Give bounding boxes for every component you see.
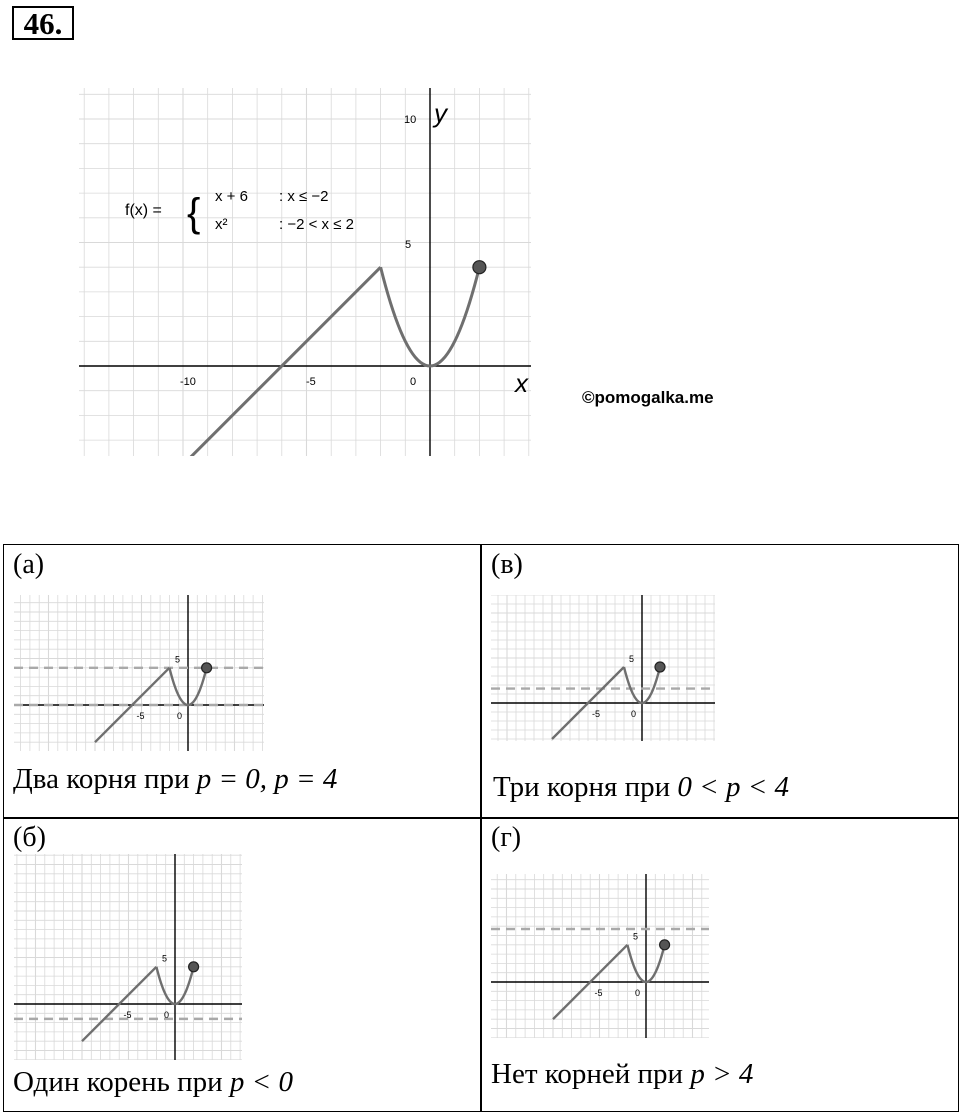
case-b-label: (б)	[13, 822, 46, 853]
watermark: ©pomogalka.me	[582, 388, 714, 407]
case-g-graph	[491, 874, 709, 1038]
tick-label-y-5: 5	[633, 931, 639, 942]
tick-label-x-neg10: -10	[180, 376, 196, 388]
case-g-caption-text: Нет корней при	[491, 1058, 691, 1090]
tick-label-x-neg5: -5	[306, 376, 316, 388]
tick-label-origin: 0	[631, 709, 637, 719]
case-a-caption	[13, 763, 337, 796]
answer-table	[3, 544, 959, 1112]
formula-row1-cond: : x ≤ −2	[279, 188, 329, 205]
tick-label-y-5: 5	[629, 654, 635, 664]
case-b-caption-text: Один корень при	[13, 1066, 230, 1098]
case-b-caption-math: p < 0	[229, 1066, 293, 1098]
case-g-caption-math: p > 4	[690, 1058, 754, 1090]
problem-number: 46.	[12, 6, 74, 40]
tick-label-origin: 0	[635, 988, 641, 998]
case-a-label: (а)	[13, 549, 45, 580]
tick-label-x-neg5: -5	[136, 711, 145, 721]
tick-label-x-neg5: -5	[592, 709, 601, 719]
tick-label-origin: 0	[177, 711, 183, 721]
endpoint-dot	[189, 962, 199, 972]
case-b-graph	[14, 854, 242, 1060]
tick-label-x-neg5: -5	[123, 1010, 132, 1020]
endpoint-dot	[202, 663, 212, 673]
formula-row2-expr: x²	[215, 216, 228, 233]
case-g-label: (г)	[491, 822, 522, 853]
formula-brace: {	[187, 191, 201, 235]
case-v-caption	[493, 771, 789, 804]
case-v-graph	[491, 595, 715, 741]
tick-label-origin: 0	[410, 376, 417, 388]
case-a-caption-math: p = 0, p = 4	[196, 763, 338, 795]
tick-label-origin: 0	[164, 1010, 170, 1020]
tick-label-y-10: 10	[404, 114, 417, 126]
tick-label-y-5: 5	[405, 239, 412, 251]
case-a-caption-text: Два корня при	[13, 763, 197, 795]
endpoint-dot	[660, 940, 670, 950]
case-v-caption-text: Три корня при	[493, 771, 678, 803]
endpoint-dot	[473, 261, 486, 274]
axis-label-x: x	[515, 368, 528, 398]
case-v-label: (в)	[491, 549, 523, 580]
formula-row1-expr: x + 6	[215, 188, 248, 205]
case-b-cell	[4, 818, 480, 1111]
case-g-cell	[481, 818, 958, 1111]
case-g-caption	[491, 1058, 753, 1091]
case-v-cell	[481, 545, 958, 817]
endpoint-dot	[655, 662, 665, 672]
formula-row2-cond: : −2 < x ≤ 2	[279, 216, 354, 233]
tick-label-x-neg5: -5	[594, 988, 603, 998]
axis-label-y: y	[434, 98, 447, 128]
main-function-graph	[79, 88, 531, 456]
tick-label-y-5: 5	[175, 654, 181, 665]
case-a-cell	[4, 545, 480, 817]
case-v-caption-math: 0 < p < 4	[677, 771, 790, 803]
case-b-caption	[13, 1066, 293, 1099]
tick-label-y-5: 5	[162, 953, 168, 964]
case-a-graph	[14, 595, 264, 751]
formula-lhs: f(x) =	[125, 202, 162, 219]
